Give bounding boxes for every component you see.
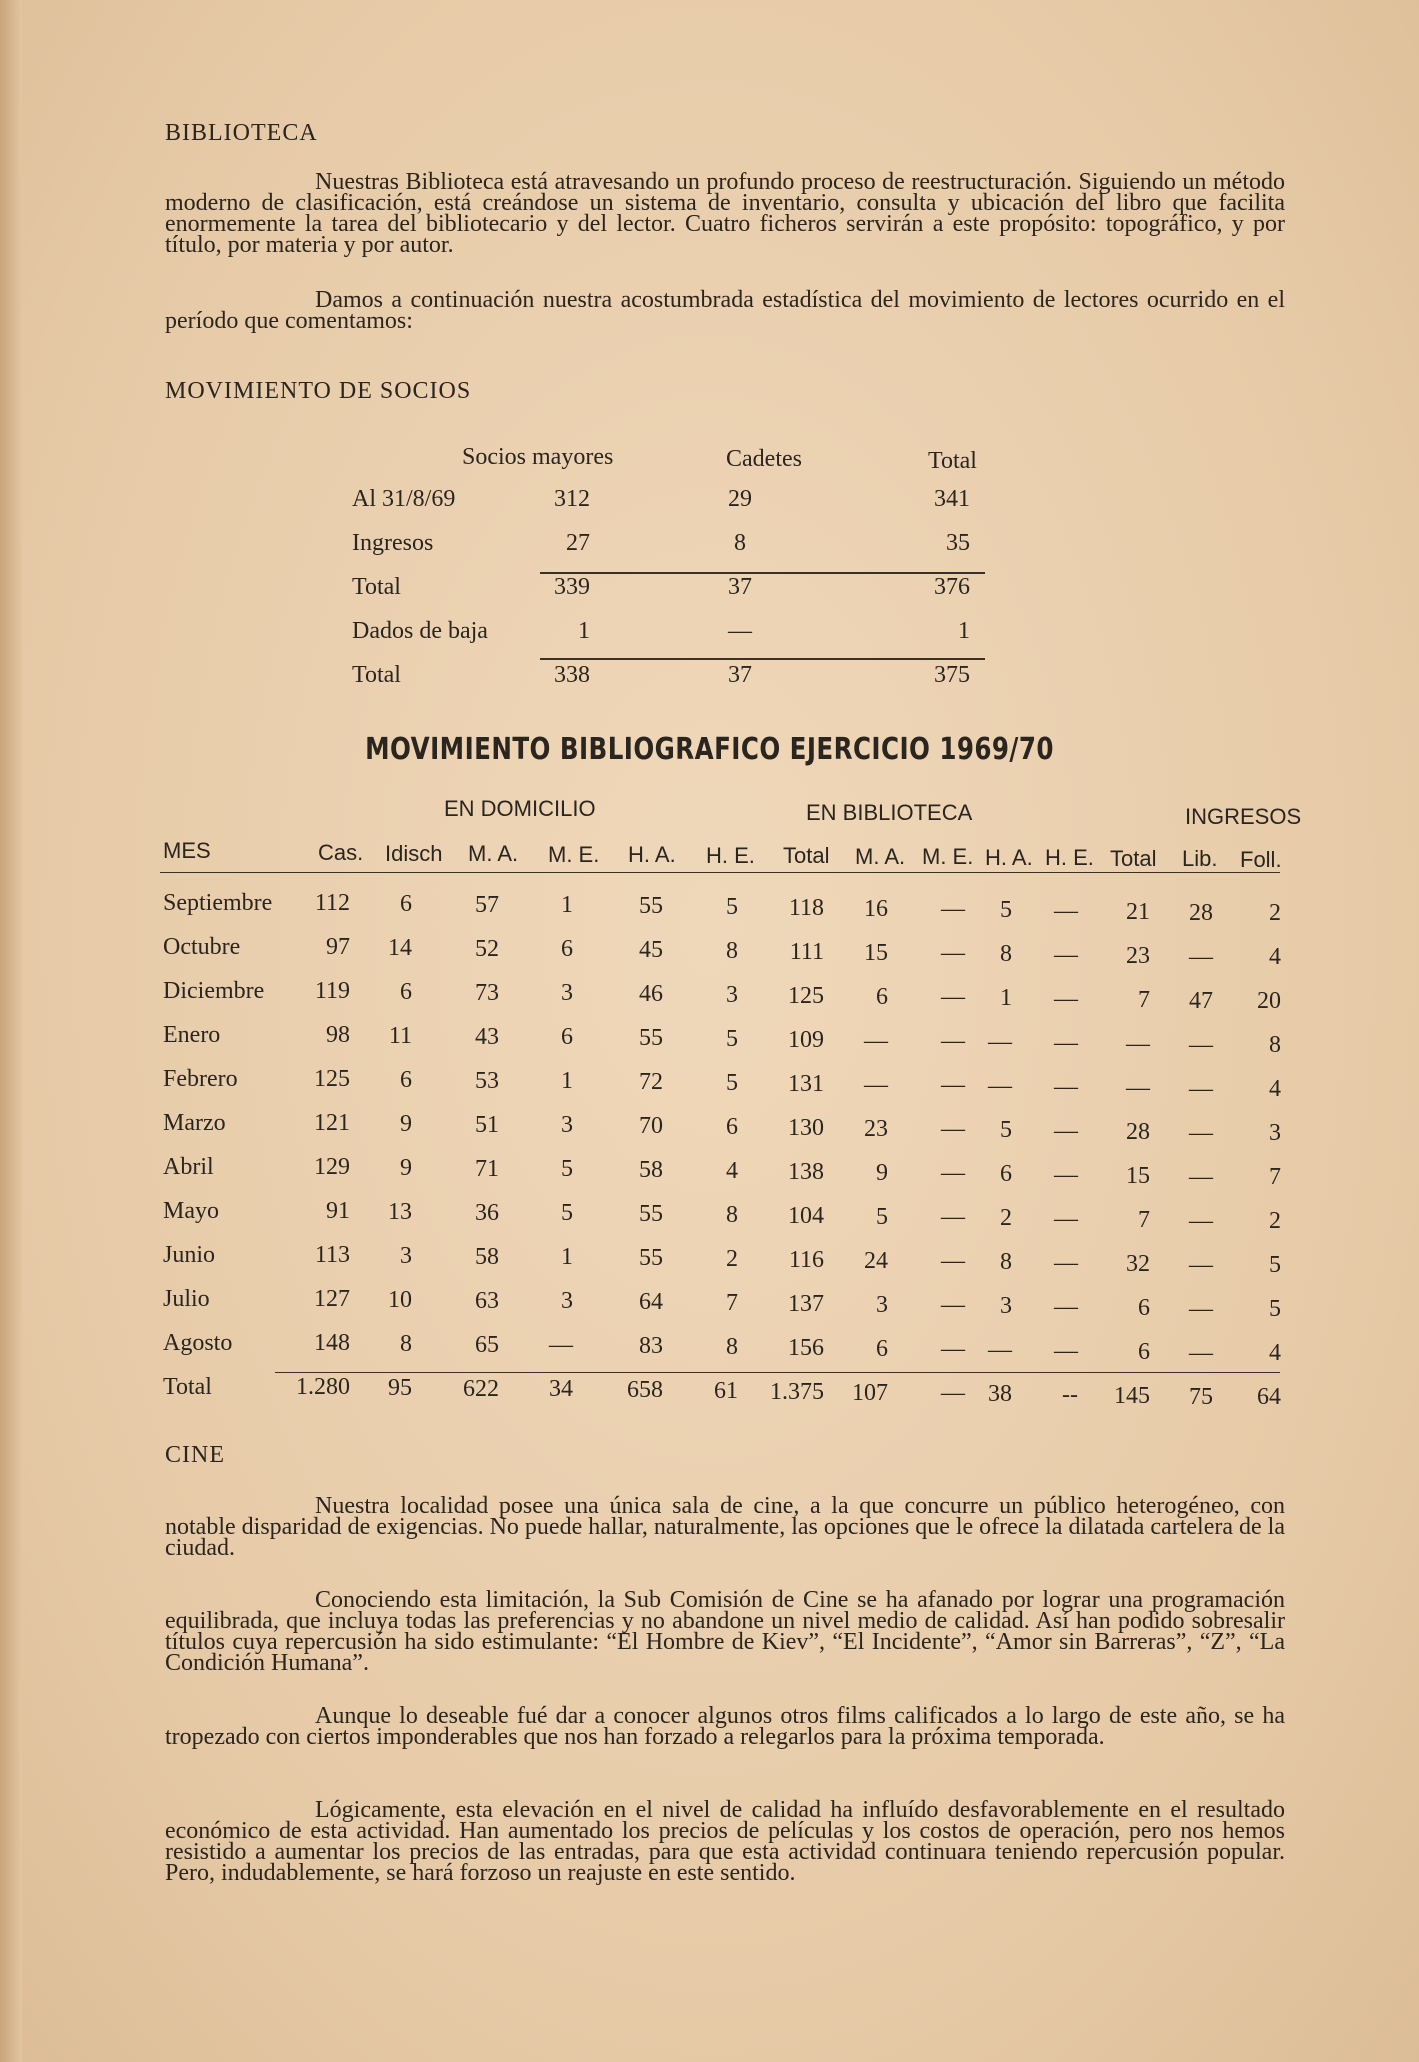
table-row-cell: 5 — [1269, 1252, 1281, 1279]
table-row-cell: — — [941, 1072, 965, 1099]
table-row-cell: — — [1054, 1250, 1078, 1276]
table-row-cell: 3 — [400, 1242, 412, 1269]
socios-header-total: Total — [928, 448, 977, 474]
biblioteca-p1-text: Nuestras Biblioteca está atravesando un profundo proceso de reestructuración. Siguiendo un método moderno de clasificación, está creándose un sistema de inventario, consulta y ubicación del libro que facilita enormemente la tarea del bibliotecario y del lector. Cuatro ficheros servirán a este propósito: topográfico, y por título, por materia y por autor. — [165, 169, 1285, 258]
table-row-cell: — — [941, 1248, 965, 1275]
column-header: M. A. — [855, 843, 906, 869]
column-header: Foll. — [1240, 846, 1282, 872]
table-row-cell: 156 — [788, 1334, 824, 1361]
table-row-cell: — — [1054, 1074, 1078, 1100]
table-row-cell: — — [941, 940, 965, 967]
socios-row-label: Total — [352, 662, 401, 688]
column-header: Lib. — [1182, 846, 1218, 871]
cine-p2-text: Conociendo esta limitación, la Sub Comisión de Cine se ha afanado por lograr una programación equilibrada, que incluya todas las preferencias y no abandone un nivel medio de calidad. Así han podido sobresalir títulos cuya repercusión ha sido estimulante: “El Hombre de Kiev”, “El Incidente”, “Amor sin Barreras”, “Z”, “La Condición Humana”. — [165, 1587, 1285, 1676]
table-row-mes: Febrero — [163, 1066, 238, 1092]
table-row-cell: — — [941, 896, 965, 923]
table-row-cell: 109 — [788, 1026, 824, 1053]
table-row-cell: 119 — [314, 978, 350, 1004]
table-row-cell: 7 — [726, 1290, 738, 1316]
table-row-cell: — — [1189, 1075, 1213, 1102]
table-row-cell: 7 — [1138, 986, 1150, 1013]
table-row-cell: 1 — [561, 892, 573, 919]
table-row-cell: 148 — [314, 1330, 350, 1356]
table-row-cell: 57 — [475, 891, 499, 918]
table-row-cell: 55 — [639, 1201, 663, 1228]
cine-paragraph-3 — [165, 1703, 1285, 1750]
total-row-cell: 34 — [549, 1376, 573, 1403]
table-row-cell: 6 — [1138, 1338, 1150, 1365]
table-row-cell: 65 — [475, 1331, 499, 1358]
bibliografico-title: MOVIMIENTO BIBLIOGRAFICO EJERCICIO 1969/70 — [365, 732, 1054, 767]
table-row-cell: 130 — [788, 1114, 824, 1141]
total-row-cell: 622 — [463, 1375, 499, 1402]
group-en-domicilio: EN DOMICILIO — [444, 796, 596, 821]
table-row-cell: 3 — [1269, 1120, 1281, 1147]
table-row-cell: — — [941, 1292, 965, 1319]
socios-heading: MOVIMIENTO DE SOCIOS — [165, 378, 472, 404]
table-row-cell: 5 — [561, 1200, 573, 1227]
total-row-cell: 61 — [714, 1378, 738, 1404]
table-row-mes: Julio — [163, 1286, 210, 1312]
total-row-mes: Total — [163, 1374, 212, 1400]
mes-header: MES — [163, 838, 211, 863]
table-row-cell: — — [1054, 1162, 1078, 1188]
table-row-cell: — — [549, 1332, 573, 1359]
table-row-cell: 13 — [388, 1198, 412, 1225]
column-header: Total — [783, 843, 830, 868]
group-en-biblioteca: EN BIBLIOTECA — [806, 800, 973, 825]
cine-paragraph-2 — [165, 1587, 1285, 1676]
table-row-cell: 1 — [561, 1244, 573, 1271]
table-row-cell: — — [941, 1160, 965, 1187]
table-row-cell: 91 — [326, 1198, 350, 1224]
socios-row-total: 35 — [946, 530, 970, 556]
table-row-cell: 52 — [475, 935, 499, 962]
table-row-mes: Diciembre — [163, 978, 265, 1004]
total-row-cell: 145 — [1114, 1382, 1150, 1409]
biblioteca-p2-text: Damos a continuación nuestra acostumbrada estadística del movimiento de lectores ocurrido en el período que comentamos: — [165, 287, 1285, 334]
table-row-cell: 137 — [788, 1290, 824, 1317]
table-row-cell: — — [1189, 1163, 1213, 1190]
socios-row-label: Dados de baja — [352, 618, 488, 644]
table-row-cell: 2 — [726, 1246, 738, 1272]
table-row-cell: — — [941, 1336, 965, 1363]
socios-row-total: 376 — [934, 574, 970, 600]
cine-paragraph-4 — [165, 1797, 1285, 1886]
cine-paragraph-1 — [165, 1493, 1285, 1561]
table-row-cell: 8 — [1000, 1249, 1012, 1276]
total-rule — [275, 1372, 1280, 1373]
table-row-cell: 55 — [639, 893, 663, 920]
socios-row-label: Total — [352, 574, 401, 600]
table-row-cell: 10 — [388, 1286, 412, 1313]
socios-row-mayores: 339 — [554, 574, 590, 600]
table-row-cell: 36 — [475, 1199, 499, 1226]
table-row-cell: 6 — [400, 890, 412, 917]
table-row-cell: 5 — [876, 1203, 888, 1230]
table-row-cell: 55 — [639, 1245, 663, 1272]
table-row-cell: 113 — [314, 1242, 350, 1268]
table-row-cell: — — [1054, 1030, 1078, 1056]
table-row-cell: 6 — [726, 1114, 738, 1140]
table-row-cell: — — [1054, 942, 1078, 968]
socios-row-cadetes: 37 — [728, 574, 752, 600]
table-row-cell: 129 — [314, 1154, 350, 1180]
header-rule — [160, 872, 1280, 873]
column-header: H. A. — [628, 842, 676, 867]
column-header: Total — [1110, 845, 1157, 871]
table-row-cell: 24 — [864, 1247, 888, 1274]
table-row-cell: 70 — [639, 1113, 663, 1140]
cine-p3-text: Aunque lo deseable fué dar a conocer algunos otros films calificados a lo largo de este año, se ha tropezado con ciertos imponderables que nos han forzado a relegarlos para la próxima temporada. — [165, 1703, 1285, 1750]
total-row-cell: 107 — [852, 1379, 888, 1406]
table-row-cell: 15 — [1126, 1162, 1150, 1189]
socios-header-cadetes: Cadetes — [726, 446, 802, 472]
table-row-mes: Enero — [163, 1022, 221, 1048]
socios-rule-2 — [540, 658, 985, 660]
table-row-cell: 71 — [475, 1155, 499, 1182]
table-row-cell: 4 — [1269, 1340, 1281, 1367]
table-row-mes: Septiembre — [163, 890, 273, 916]
table-row-cell: — — [941, 1116, 965, 1143]
table-row-cell: 3 — [726, 982, 738, 1008]
cine-p1-text: Nuestra localidad posee una única sala de cine, a la que concurre un público heterogéneo, con notable disparidad de exigencias. No puede hallar, naturalmente, las opciones que le ofrece la dilatada cartelera de la ciudad. — [165, 1493, 1285, 1561]
table-row-cell: 6 — [1000, 1161, 1012, 1188]
table-row-cell: — — [864, 1027, 888, 1054]
total-row-cell: 1.375 — [770, 1378, 824, 1405]
table-row-cell: 3 — [1000, 1293, 1012, 1320]
table-row-cell: 104 — [788, 1202, 824, 1229]
table-row-cell: 5 — [726, 1070, 738, 1096]
column-header: Cas. — [318, 840, 364, 865]
total-row-cell: 38 — [988, 1381, 1012, 1408]
table-row-cell: — — [864, 1071, 888, 1098]
table-row-cell: — — [1189, 1207, 1213, 1234]
table-row-cell: 72 — [639, 1069, 663, 1096]
table-row-cell: 9 — [400, 1110, 412, 1137]
group-ingresos: INGRESOS — [1185, 804, 1302, 829]
socios-row-total: 375 — [934, 662, 970, 688]
table-row-cell: 8 — [726, 938, 738, 964]
table-row-cell: 11 — [388, 1022, 412, 1049]
table-row-cell: 47 — [1189, 987, 1213, 1014]
table-row-cell: 1 — [1000, 985, 1012, 1012]
table-row-cell: — — [988, 1073, 1012, 1100]
table-row-cell: 127 — [314, 1286, 350, 1312]
table-row-cell: 2 — [1269, 1208, 1281, 1235]
table-row-cell: — — [1189, 1119, 1213, 1146]
table-row-cell: — — [1054, 1118, 1078, 1144]
table-row-cell: 112 — [314, 890, 350, 916]
total-row-cell: -- — [1062, 1382, 1078, 1408]
table-row-cell: 5 — [726, 894, 738, 920]
table-row-cell: 6 — [400, 1066, 412, 1093]
table-row-cell: 55 — [639, 1025, 663, 1052]
socios-row-cadetes: 37 — [728, 662, 752, 688]
table-row-cell: 8 — [726, 1334, 738, 1360]
table-row-cell: 118 — [788, 894, 824, 921]
table-row-cell: — — [941, 984, 965, 1011]
table-row-cell: 14 — [388, 934, 412, 961]
total-row-cell: — — [941, 1380, 965, 1407]
table-row-cell: 4 — [726, 1158, 738, 1184]
biblioteca-heading: BIBLIOTECA — [165, 120, 318, 146]
table-row-cell: 53 — [475, 1067, 499, 1094]
cine-heading: CINE — [165, 1442, 225, 1468]
table-row-cell: 5 — [561, 1156, 573, 1183]
table-row-cell: 5 — [726, 1026, 738, 1052]
table-row-cell: 3 — [561, 1112, 573, 1139]
socios-row-mayores: 312 — [554, 486, 590, 512]
table-row-cell: 138 — [788, 1158, 824, 1185]
table-row-cell: 83 — [639, 1333, 663, 1360]
table-row-mes: Agosto — [163, 1330, 233, 1356]
table-row-cell: — — [1189, 1031, 1213, 1058]
table-row-cell: — — [1054, 1338, 1078, 1364]
table-row-cell: 4 — [1269, 1076, 1281, 1103]
table-row-cell: — — [1189, 1339, 1213, 1366]
table-row-cell: 15 — [864, 939, 888, 966]
table-row-cell: 6 — [561, 936, 573, 963]
column-header: H. E. — [1045, 845, 1094, 870]
total-row-cell: 1.280 — [296, 1374, 350, 1400]
socios-row-total: 1 — [958, 618, 970, 644]
table-row-cell: 7 — [1269, 1164, 1281, 1191]
column-header: H. A. — [985, 844, 1033, 870]
table-row-cell: 23 — [864, 1115, 888, 1142]
cine-p4-text: Lógicamente, esta elevación en el nivel de calidad ha influído desfavorablemente en el resultado económico de esta actividad. Han aumentado los precios de películas y los costos de operación, pero nos hemos resistido a aumentar los precios de las entradas, para que esta actividad continuara teniendo repercusión popular. Pero, indudablemente, se hará forzoso un reajuste en este sentido. — [165, 1797, 1285, 1886]
column-header: H. E. — [706, 842, 755, 868]
table-row-cell: 3 — [561, 980, 573, 1007]
table-row-cell: 7 — [1138, 1206, 1150, 1233]
table-row-cell: 32 — [1126, 1250, 1150, 1277]
table-row-cell: — — [1054, 898, 1078, 924]
table-row-cell: 125 — [314, 1066, 350, 1092]
table-row-cell: 16 — [864, 895, 888, 922]
table-row-mes: Marzo — [163, 1110, 226, 1136]
socios-header-mayores: Socios mayores — [462, 444, 614, 470]
table-row-cell: 125 — [788, 982, 824, 1009]
column-header: M. A. — [468, 841, 519, 866]
table-row-mes: Abril — [163, 1154, 214, 1180]
table-row-mes: Mayo — [163, 1198, 219, 1224]
table-row-cell: 5 — [1000, 897, 1012, 924]
table-row-cell: 43 — [475, 1023, 499, 1050]
table-row-cell: 28 — [1126, 1118, 1150, 1145]
table-row-cell: 8 — [1000, 941, 1012, 968]
table-row-cell: — — [1054, 986, 1078, 1012]
socios-row-label: Ingresos — [352, 530, 434, 556]
table-row-mes: Junio — [163, 1242, 216, 1268]
table-row-cell: 98 — [326, 1022, 350, 1048]
table-row-cell: — — [941, 1028, 965, 1055]
table-row-cell: 6 — [400, 978, 412, 1005]
table-row-cell: — — [1054, 1294, 1078, 1320]
table-row-cell: — — [941, 1204, 965, 1231]
table-row-cell: 2 — [1269, 900, 1281, 927]
socios-row-mayores: 27 — [566, 530, 590, 556]
table-row-cell: — — [1189, 943, 1213, 970]
table-row-cell: 6 — [876, 983, 888, 1010]
table-row-cell: 46 — [639, 981, 663, 1008]
column-header: M. E. — [548, 841, 600, 867]
table-row-cell: 6 — [876, 1335, 888, 1362]
table-row-cell: 23 — [1126, 942, 1150, 969]
table-row-cell: 20 — [1257, 988, 1281, 1015]
table-row-cell: 8 — [1269, 1032, 1281, 1059]
total-row-cell: 658 — [627, 1377, 663, 1404]
socios-row-label: Al 31/8/69 — [352, 486, 456, 512]
table-row-cell: 8 — [726, 1202, 738, 1228]
table-row-cell: 121 — [314, 1110, 350, 1136]
socios-row-mayores: 1 — [578, 618, 590, 644]
table-row-cell: 21 — [1126, 898, 1150, 925]
socios-row-total: 341 — [934, 486, 970, 512]
table-row-cell: — — [1126, 1074, 1150, 1101]
table-row-cell: 45 — [639, 937, 663, 964]
total-row-cell: 64 — [1257, 1384, 1281, 1411]
table-row-cell: — — [1126, 1030, 1150, 1057]
socios-row-mayores: 338 — [554, 662, 590, 688]
table-row-cell: — — [1189, 1295, 1213, 1322]
socios-row-cadetes: — — [728, 618, 752, 644]
table-row-cell: 131 — [788, 1070, 824, 1097]
column-header: M. E. — [922, 844, 974, 869]
socios-row-cadetes: 29 — [728, 486, 752, 512]
table-row-mes: Octubre — [163, 934, 241, 960]
total-row-cell: 95 — [388, 1374, 412, 1401]
table-row-cell: 58 — [639, 1157, 663, 1184]
table-row-cell: 73 — [475, 979, 499, 1006]
table-row-cell: 64 — [639, 1289, 663, 1316]
table-row-cell: 3 — [876, 1291, 888, 1318]
table-row-cell: — — [1189, 1251, 1213, 1278]
table-row-cell: 5 — [1000, 1117, 1012, 1144]
biblioteca-paragraph-1 — [165, 169, 1285, 258]
table-row-cell: 8 — [400, 1330, 412, 1357]
biblioteca-paragraph-2 — [165, 287, 1285, 334]
socios-rule-1 — [540, 572, 985, 574]
socios-row-cadetes: 8 — [734, 530, 746, 556]
table-row-cell: 97 — [326, 934, 350, 960]
table-row-cell: 5 — [1269, 1296, 1281, 1323]
table-row-cell: 51 — [475, 1111, 499, 1138]
table-row-cell: — — [1054, 1206, 1078, 1232]
page-edge-shadow — [0, 0, 22, 2062]
table-row-cell: — — [988, 1337, 1012, 1364]
table-row-cell: 63 — [475, 1287, 499, 1314]
column-header: Idisch — [385, 840, 443, 866]
table-row-cell: 28 — [1189, 899, 1213, 926]
total-row-cell: 75 — [1189, 1383, 1213, 1410]
table-row-cell: 4 — [1269, 944, 1281, 971]
table-row-cell: — — [988, 1029, 1012, 1056]
table-row-cell: 6 — [561, 1024, 573, 1051]
table-row-cell: 3 — [561, 1288, 573, 1315]
table-row-cell: 111 — [789, 938, 824, 965]
table-row-cell: 9 — [876, 1159, 888, 1186]
table-row-cell: 6 — [1138, 1294, 1150, 1321]
table-row-cell: 58 — [475, 1243, 499, 1270]
table-row-cell: 116 — [788, 1246, 824, 1273]
table-row-cell: 2 — [1000, 1205, 1012, 1232]
table-row-cell: 9 — [400, 1154, 412, 1181]
table-row-cell: 1 — [561, 1068, 573, 1095]
